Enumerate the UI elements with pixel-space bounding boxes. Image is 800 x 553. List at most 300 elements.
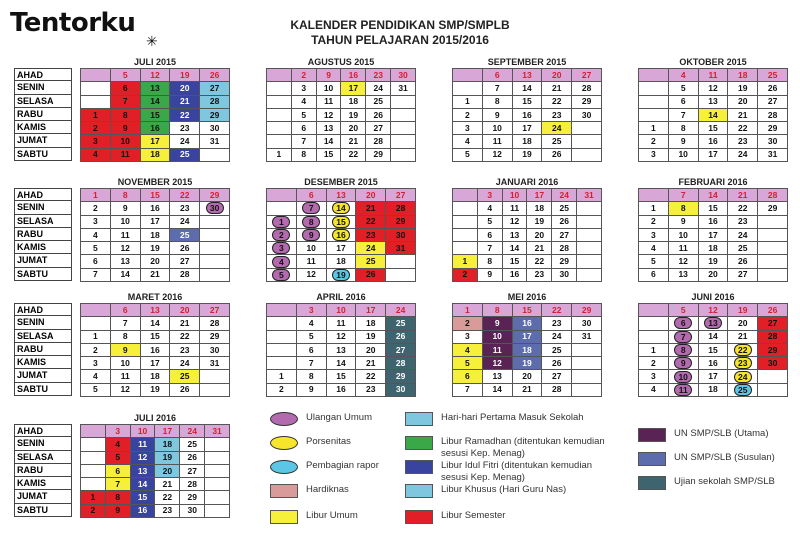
day-cell: 25 (180, 438, 205, 451)
week-row (639, 215, 788, 228)
day-cell (81, 304, 111, 317)
week-row (639, 370, 788, 383)
day-cell: 5 (81, 242, 111, 255)
day-cell (391, 148, 416, 161)
day-cell (572, 383, 602, 396)
week-row (267, 383, 416, 396)
day-cell: 18 (512, 135, 542, 148)
week-row (81, 69, 230, 82)
day-cell: 19 (512, 148, 542, 161)
week-row (81, 95, 230, 108)
day-cell (205, 438, 230, 451)
day-cell: 3 (291, 82, 316, 95)
month-title: FEBRUARI 2016 (678, 177, 748, 187)
day-cell: 15 (698, 202, 728, 215)
day-cell: 13 (698, 95, 728, 108)
day-cell (205, 464, 230, 477)
day-cell: 21 (341, 135, 366, 148)
week-row (639, 108, 788, 121)
week-row (81, 491, 230, 504)
day-cell: 18 (326, 255, 356, 268)
day-cell (453, 228, 478, 241)
month-table (80, 424, 230, 518)
day-cell: 10 (668, 148, 698, 161)
day-cell (639, 95, 669, 108)
day-cell: 19 (527, 215, 552, 228)
day-cell (267, 330, 297, 343)
week-row (453, 215, 602, 228)
day-cell: 1 (453, 304, 483, 317)
porsenitas-marker: 22 (734, 344, 752, 356)
day-cell: 2 (81, 122, 111, 135)
day-cell: 6 (291, 122, 316, 135)
day-cell: 23 (170, 202, 200, 215)
day-cell: 29 (200, 330, 230, 343)
day-cell: 11 (316, 95, 341, 108)
day-cell: 22 (155, 491, 180, 504)
week-row (81, 438, 230, 451)
day-cell: 25 (366, 95, 391, 108)
day-cell: 2 (453, 268, 478, 281)
day-cell (267, 135, 292, 148)
day-label: JUMAT (14, 134, 72, 147)
day-label: SELASA (14, 330, 72, 343)
day-cell: 13 (110, 255, 140, 268)
week-row (639, 135, 788, 148)
day-cell: 13 (482, 370, 512, 383)
day-cell: 24 (180, 425, 205, 438)
month-title: DESEMBER 2015 (304, 177, 378, 187)
day-label: SELASA (14, 451, 72, 464)
day-cell: 28 (180, 478, 205, 491)
week-row (639, 202, 788, 215)
month-title: MARET 2016 (127, 292, 183, 302)
day-cell: 28 (200, 317, 230, 330)
day-cell: 13 (140, 304, 170, 317)
month-table (452, 303, 602, 397)
day-cell (639, 82, 669, 95)
day-cell: 11 (326, 317, 356, 330)
month-table (266, 68, 416, 162)
day-cell: 11 (668, 242, 698, 255)
day-cell: 27 (200, 82, 230, 95)
day-cell (267, 317, 297, 330)
day-cell: 5 (291, 108, 316, 121)
day-cell: 24 (552, 189, 577, 202)
day-cell: 11 (698, 69, 728, 82)
month-table (266, 188, 416, 282)
day-cell (639, 317, 669, 330)
ulangan-marker: 4 (272, 256, 290, 268)
month-5 (266, 176, 416, 282)
day-cell (668, 343, 698, 356)
legend-swatch (270, 460, 298, 474)
week-row (81, 215, 230, 228)
week-row (81, 504, 230, 517)
day-cell: 21 (170, 95, 200, 108)
day-cell (267, 189, 297, 202)
day-cell: 8 (477, 255, 502, 268)
day-cell: 30 (552, 268, 577, 281)
day-cell: 2 (453, 317, 483, 330)
day-cell: 2 (81, 504, 106, 517)
week-row (267, 148, 416, 161)
day-cell: 23 (170, 343, 200, 356)
day-cell: 8 (110, 108, 140, 121)
day-cell: 11 (110, 148, 140, 161)
day-cell (386, 255, 416, 268)
day-cell (572, 135, 602, 148)
day-label: SELASA (14, 95, 72, 108)
day-cell (728, 343, 758, 356)
month-title: OKTOBER 2015 (679, 57, 747, 67)
day-cell (758, 228, 788, 241)
day-cell: 25 (170, 148, 200, 161)
day-cell: 25 (386, 317, 416, 330)
day-cell: 17 (698, 370, 728, 383)
day-cell (391, 135, 416, 148)
day-cell (267, 108, 292, 121)
day-cell: 3 (81, 357, 111, 370)
month-table (452, 188, 602, 282)
day-cell: 4 (639, 242, 669, 255)
day-cell: 18 (356, 317, 386, 330)
legend-swatch (638, 476, 666, 490)
day-cell (81, 82, 111, 95)
day-cell: 27 (170, 255, 200, 268)
day-cell: 30 (758, 135, 788, 148)
month-title: JULI 2015 (133, 57, 177, 67)
day-cell: 20 (170, 304, 200, 317)
day-cell: 9 (105, 504, 130, 517)
week-row (453, 108, 602, 121)
day-cell: 26 (170, 242, 200, 255)
week-row (639, 82, 788, 95)
day-cell (200, 370, 230, 383)
day-cell: 12 (482, 357, 512, 370)
day-cell: 29 (758, 343, 788, 356)
day-cell (326, 228, 356, 241)
day-cell (453, 202, 478, 215)
day-cell: 7 (668, 108, 698, 121)
day-cell: 5 (296, 330, 326, 343)
day-cell: 7 (110, 317, 140, 330)
day-cell: 23 (155, 504, 180, 517)
day-cell: 18 (341, 95, 366, 108)
day-cell: 27 (200, 304, 230, 317)
day-cell: 3 (105, 425, 130, 438)
day-cell: 8 (105, 491, 130, 504)
day-cell: 20 (728, 317, 758, 330)
day-cell: 27 (572, 69, 602, 82)
day-cell (205, 478, 230, 491)
day-cell (728, 370, 758, 383)
week-row (267, 228, 416, 241)
week-row (453, 189, 602, 202)
day-cell: 9 (316, 69, 341, 82)
day-cell: 10 (482, 122, 512, 135)
day-cell: 9 (482, 317, 512, 330)
day-cell: 28 (386, 357, 416, 370)
day-cell: 29 (572, 95, 602, 108)
day-cell (577, 215, 602, 228)
day-cell: 5 (477, 215, 502, 228)
day-cell: 24 (170, 215, 200, 228)
month-0 (80, 56, 230, 162)
day-cell: 6 (639, 268, 669, 281)
day-cell (267, 255, 297, 268)
week-row (267, 215, 416, 228)
day-cell: 31 (200, 357, 230, 370)
day-cell (668, 317, 698, 330)
day-cell: 26 (170, 383, 200, 396)
day-cell: 1 (639, 122, 669, 135)
day-cell: 19 (728, 304, 758, 317)
day-cell: 20 (356, 343, 386, 356)
day-cell: 10 (668, 228, 698, 241)
week-row (81, 317, 230, 330)
day-cell: 2 (81, 343, 111, 356)
day-cell: 9 (482, 108, 512, 121)
day-cell: 5 (453, 357, 483, 370)
day-cell (296, 228, 326, 241)
day-cell: 12 (502, 215, 527, 228)
month-table (638, 68, 788, 162)
day-cell: 4 (81, 370, 111, 383)
day-cell (639, 189, 669, 202)
day-label: SABTU (14, 268, 72, 281)
day-cell: 23 (170, 122, 200, 135)
month-2 (452, 56, 602, 162)
month-table (452, 68, 602, 162)
day-cell: 4 (453, 135, 483, 148)
day-cell: 27 (180, 464, 205, 477)
week-row (81, 304, 230, 317)
day-cell (296, 215, 326, 228)
day-cell: 26 (366, 108, 391, 121)
day-cell: 25 (356, 255, 386, 268)
day-cell: 11 (130, 438, 155, 451)
day-cell: 7 (482, 82, 512, 95)
day-cell: 17 (140, 357, 170, 370)
week-row (453, 330, 602, 343)
day-cell: 12 (698, 304, 728, 317)
day-cell: 12 (110, 242, 140, 255)
day-cell (453, 82, 483, 95)
week-row (639, 357, 788, 370)
legend-label: Libur Idul Fitri (ditentukan kemudian sesusi Kep. Menag) (441, 460, 593, 483)
day-cell: 22 (728, 202, 758, 215)
week-row (81, 357, 230, 370)
day-cell: 10 (316, 82, 341, 95)
day-cell: 13 (316, 122, 341, 135)
day-cell: 27 (552, 228, 577, 241)
day-cell: 20 (527, 228, 552, 241)
day-cell: 1 (639, 202, 669, 215)
day-cell: 7 (105, 478, 130, 491)
day-cell: 30 (200, 343, 230, 356)
day-cell: 15 (316, 148, 341, 161)
month-title: AGUSTUS 2015 (307, 57, 375, 67)
day-cell: 20 (356, 189, 386, 202)
legend-swatch (270, 412, 298, 426)
day-cell: 2 (453, 108, 483, 121)
ulangan-marker: 8 (302, 216, 320, 228)
day-cell: 26 (758, 304, 788, 317)
week-row (639, 255, 788, 268)
day-cell: 15 (512, 304, 542, 317)
week-row (453, 268, 602, 281)
day-cell: 25 (552, 202, 577, 215)
day-cell (386, 268, 416, 281)
day-cell: 21 (728, 189, 758, 202)
day-cell (758, 268, 788, 281)
day-cell (200, 242, 230, 255)
day-cell: 27 (386, 189, 416, 202)
day-cell: 14 (316, 135, 341, 148)
day-cell (758, 215, 788, 228)
day-cell (200, 215, 230, 228)
day-cell: 21 (542, 82, 572, 95)
day-label: SENIN (14, 316, 72, 329)
day-cell: 2 (639, 135, 669, 148)
week-row (453, 357, 602, 370)
day-cell: 30 (386, 383, 416, 396)
day-cell: 31 (758, 148, 788, 161)
day-cell: 26 (180, 451, 205, 464)
day-cell: 27 (542, 370, 572, 383)
day-cell: 4 (453, 343, 483, 356)
day-cell: 7 (110, 95, 140, 108)
day-cell: 1 (81, 189, 111, 202)
page-subtitle: TAHUN PELAJARAN 2015/2016 (311, 33, 489, 47)
day-cell (572, 370, 602, 383)
day-cell: 18 (728, 69, 758, 82)
day-cell: 21 (140, 268, 170, 281)
week-row (639, 148, 788, 161)
ulangan-marker: 7 (674, 331, 692, 343)
day-cell: 4 (105, 438, 130, 451)
day-cell (668, 370, 698, 383)
star-icon: ✳ (146, 33, 158, 49)
day-cell: 5 (639, 255, 669, 268)
day-cell: 10 (502, 189, 527, 202)
day-cell: 14 (326, 357, 356, 370)
day-cell: 4 (639, 383, 669, 396)
day-cell: 8 (110, 330, 140, 343)
week-row (81, 343, 230, 356)
day-cell (200, 268, 230, 281)
day-cell (453, 69, 483, 82)
day-cell: 2 (267, 383, 297, 396)
day-cell (267, 215, 297, 228)
day-cell: 16 (326, 383, 356, 396)
day-cell: 15 (140, 189, 170, 202)
day-cell: 24 (542, 122, 572, 135)
day-cell: 4 (291, 95, 316, 108)
day-cell: 3 (639, 148, 669, 161)
day-cell: 6 (81, 255, 111, 268)
week-row (453, 383, 602, 396)
day-cell: 15 (140, 108, 170, 121)
day-cell: 14 (502, 242, 527, 255)
week-row (267, 330, 416, 343)
day-cell: 25 (170, 370, 200, 383)
day-cell: 6 (668, 95, 698, 108)
day-cell: 23 (542, 108, 572, 121)
week-row (267, 189, 416, 202)
day-cell: 24 (366, 82, 391, 95)
month-table (638, 188, 788, 282)
week-row (453, 255, 602, 268)
day-cell (267, 122, 292, 135)
day-cell: 18 (140, 370, 170, 383)
day-cell: 21 (728, 108, 758, 121)
month-8 (80, 291, 230, 397)
week-row (81, 82, 230, 95)
day-cell: 20 (341, 122, 366, 135)
day-cell (81, 438, 106, 451)
day-cell (572, 357, 602, 370)
porsenitas-marker: 23 (734, 357, 752, 369)
week-row (267, 69, 416, 82)
day-cell: 29 (552, 255, 577, 268)
day-cell (453, 242, 478, 255)
day-cell: 31 (386, 242, 416, 255)
day-cell: 29 (758, 122, 788, 135)
day-cell: 25 (170, 228, 200, 241)
day-cell: 3 (453, 330, 483, 343)
day-cell: 14 (130, 478, 155, 491)
week-row (81, 135, 230, 148)
day-label: KAMIS (14, 477, 72, 490)
day-cell: 28 (542, 383, 572, 396)
day-cell: 22 (170, 108, 200, 121)
day-cell: 26 (356, 268, 386, 281)
day-cell: 9 (110, 122, 140, 135)
week-row (267, 82, 416, 95)
day-cell (205, 491, 230, 504)
week-row (81, 189, 230, 202)
week-row (639, 95, 788, 108)
day-cell: 6 (110, 304, 140, 317)
day-cell: 26 (542, 148, 572, 161)
day-cell: 14 (698, 108, 728, 121)
day-cell (267, 202, 297, 215)
day-cell: 6 (477, 228, 502, 241)
day-cell: 1 (639, 343, 669, 356)
day-label: AHAD (14, 68, 72, 81)
day-cell: 27 (758, 95, 788, 108)
ulangan-marker: 10 (674, 371, 692, 383)
day-cell: 14 (482, 383, 512, 396)
day-cell (698, 317, 728, 330)
day-cell: 13 (502, 228, 527, 241)
week-row (81, 451, 230, 464)
day-cell: 22 (542, 304, 572, 317)
day-cell: 1 (81, 491, 106, 504)
day-cell: 1 (453, 255, 478, 268)
ulangan-marker: 11 (674, 384, 692, 396)
day-cell: 30 (180, 504, 205, 517)
logo: Tentorku (10, 8, 136, 38)
week-row (453, 148, 602, 161)
day-cell: 13 (326, 189, 356, 202)
day-cell: 19 (341, 108, 366, 121)
day-cell (267, 228, 297, 241)
day-cell: 6 (296, 343, 326, 356)
week-row (267, 135, 416, 148)
